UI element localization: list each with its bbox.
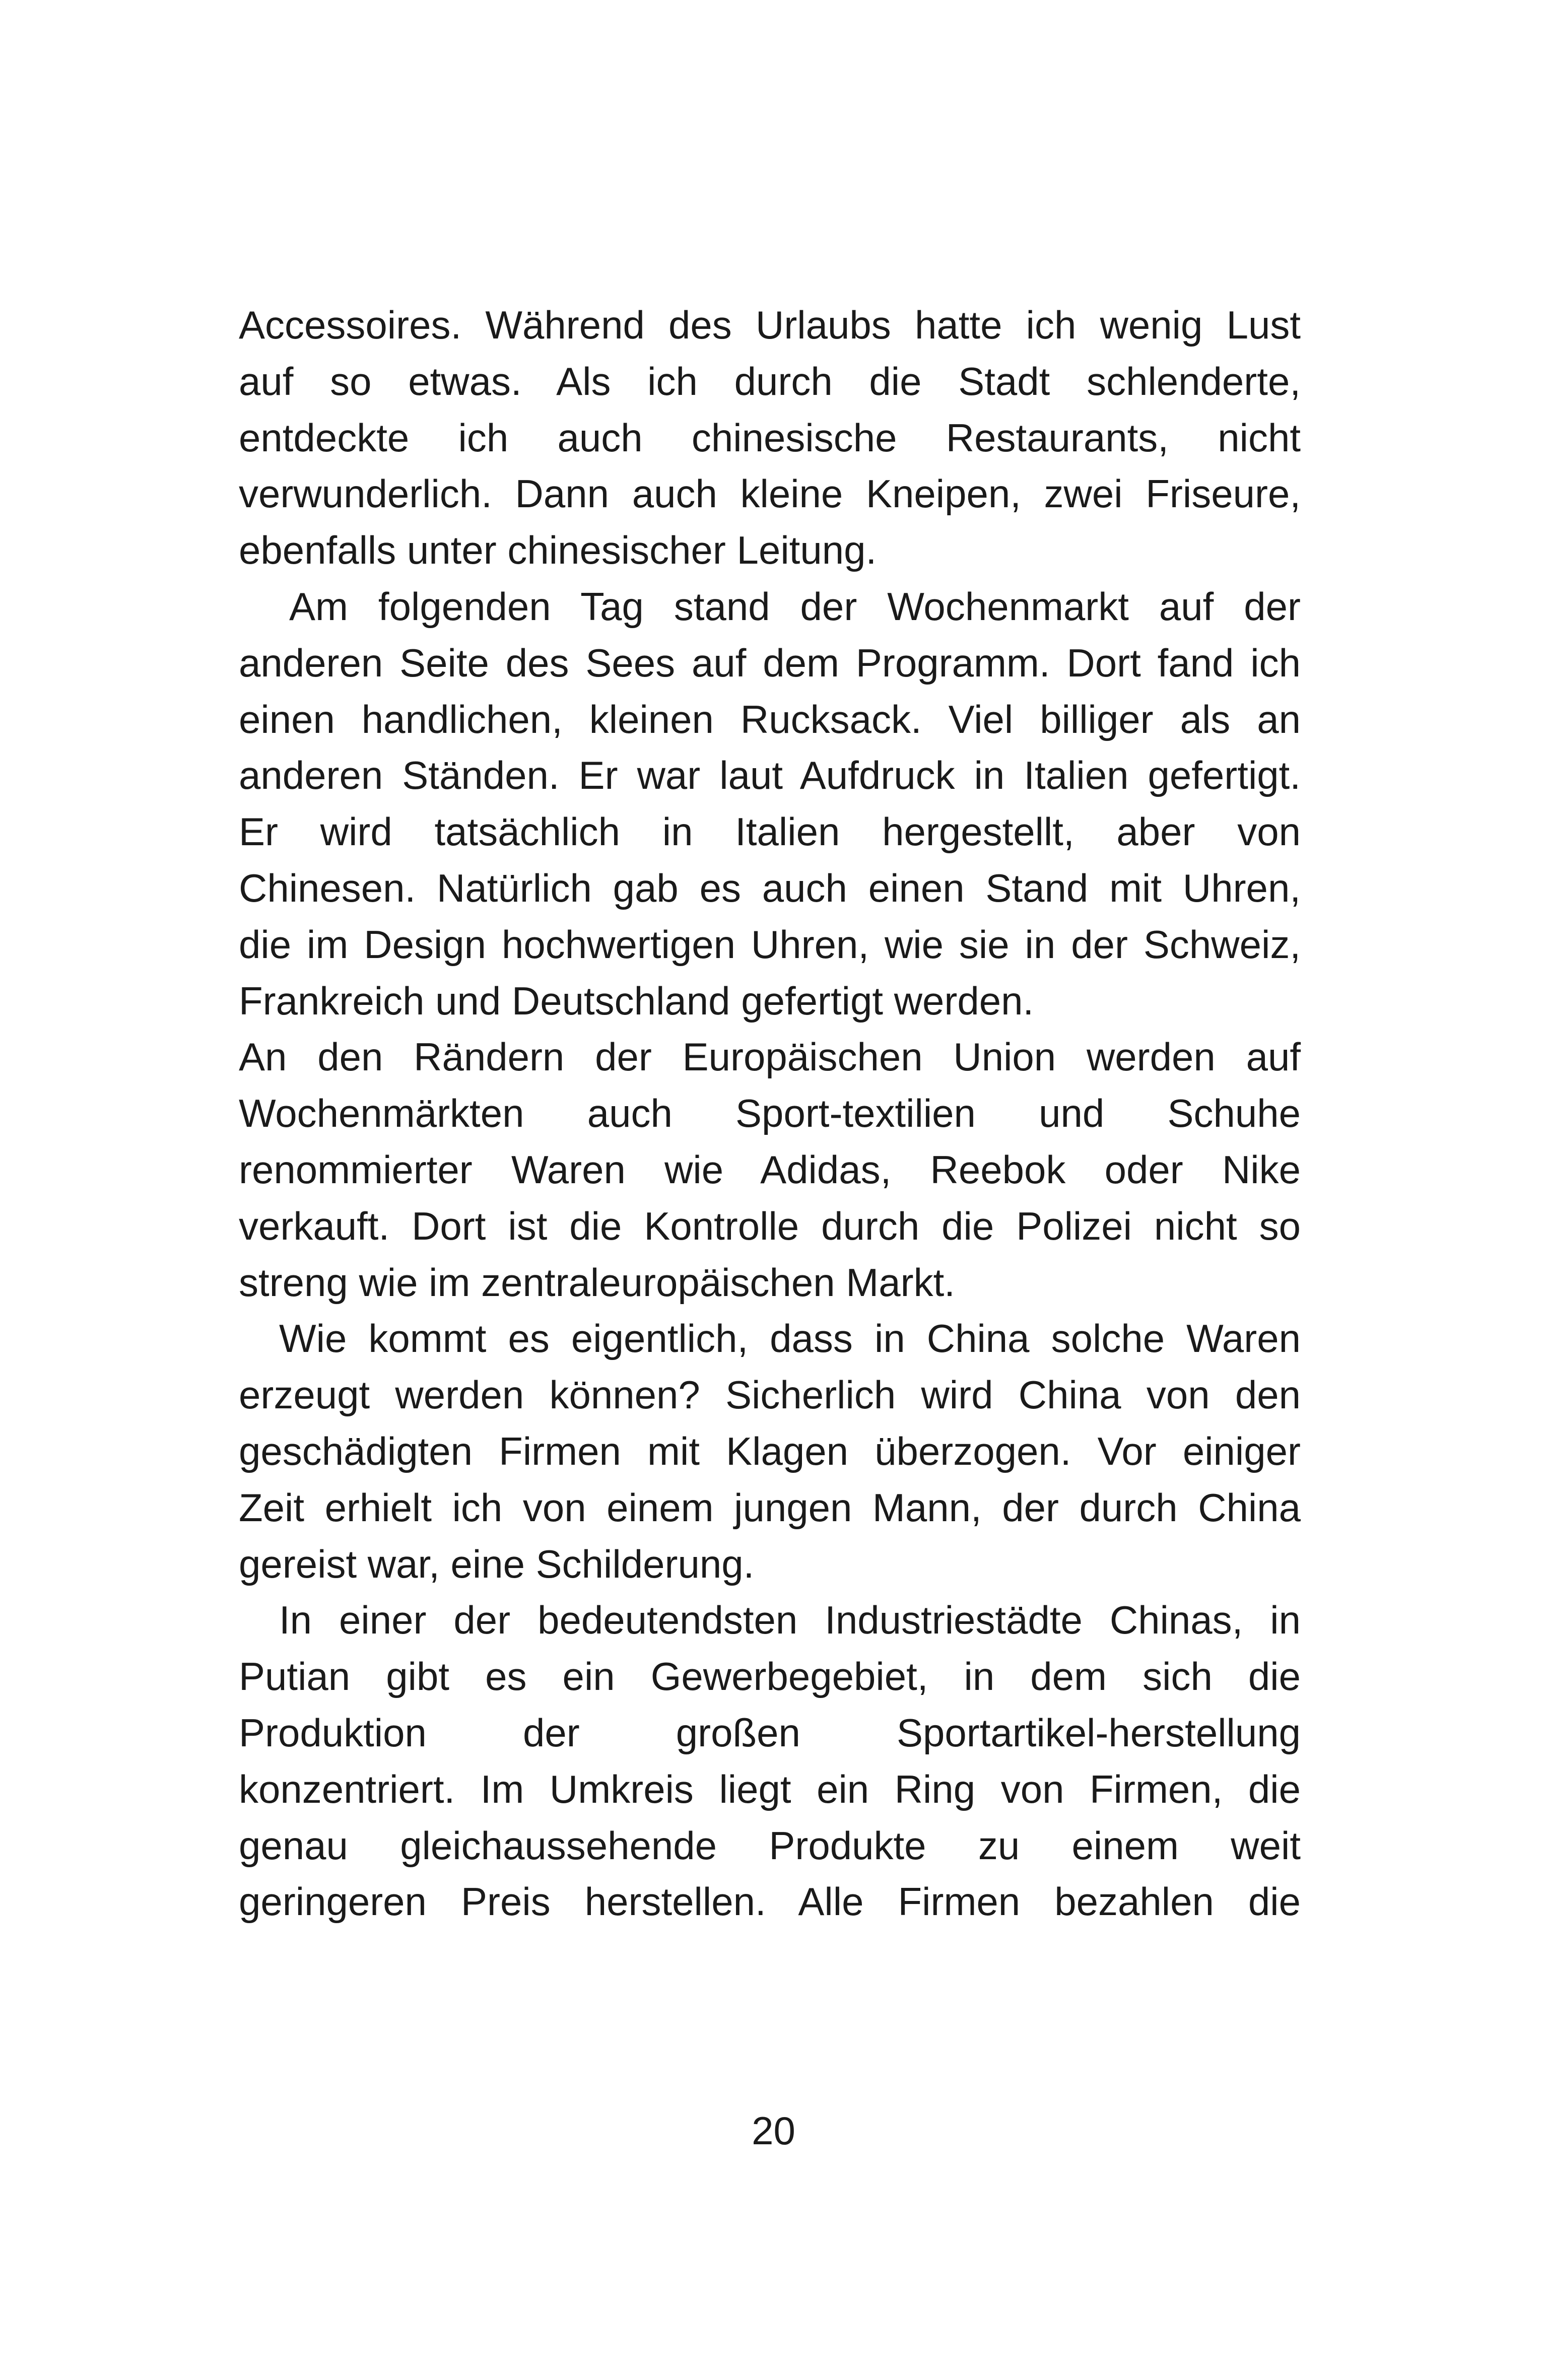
text-line: Am folgenden Tag stand der Wochenmarkt auf der <box>289 584 1301 629</box>
text-line: An den Rändern der Europäischen Union werden auf <box>239 1035 1301 1079</box>
text-line: entdeckte ich auch chinesische Restaurants, nicht <box>239 415 1301 460</box>
text-line: Er wird tatsächlich in Italien hergestellt, aber von <box>239 809 1301 854</box>
body-text <box>239 297 1301 1930</box>
text-line: renommierter Waren wie Adidas, Reebok oder Nike <box>239 1147 1301 1192</box>
text-line: Wochenmärkten auch Sport-textilien und Schuhe <box>239 1091 1301 1136</box>
text-line: Zeit erhielt ich von einem jungen Mann, der durch China <box>239 1485 1301 1530</box>
text-line: Wie kommt es eigentlich, dass in China solche Waren <box>279 1316 1301 1361</box>
text-line: anderen Ständen. Er war laut Aufdruck in Italien gefertigt. <box>239 753 1301 798</box>
text-line: genau gleichaussehende Produkte zu einem weit <box>239 1823 1301 1868</box>
text-line: Putian gibt es ein Gewerbegebiet, in dem sich die <box>239 1654 1301 1699</box>
text-line: geschädigten Firmen mit Klagen überzogen. Vor einiger <box>239 1429 1301 1473</box>
text-line: konzentriert. Im Umkreis liegt ein Ring von Firmen, die <box>239 1766 1301 1811</box>
text-line: erzeugt werden können? Sicherlich wird China von den <box>239 1373 1301 1417</box>
page-number: 20 <box>752 2109 795 2153</box>
text-line: anderen Seite des Sees auf dem Programm. Dort fand ich <box>239 640 1301 685</box>
text-line: gereist war, eine Schilderung. <box>239 1541 755 1586</box>
text-line: Chinesen. Natürlich gab es auch einen Stand mit Uhren, <box>239 865 1301 910</box>
text-line: die im Design hochwertigen Uhren, wie sie in der Schweiz, <box>239 922 1301 967</box>
text-line: In einer der bedeutendsten Industriestädte Chinas, in <box>279 1598 1301 1643</box>
text-line: Frankreich und Deutschland gefertigt werden. <box>239 978 1034 1023</box>
text-line: verwunderlich. Dann auch kleine Kneipen, zwei Friseure, <box>239 471 1301 516</box>
text-line: Produktion der großen Sportartikel-herstellung <box>239 1710 1301 1755</box>
text-line: auf so etwas. Als ich durch die Stadt schlenderte, <box>239 359 1301 403</box>
text-line: Accessoires. Während des Urlaubs hatte ich wenig Lust <box>239 303 1301 347</box>
text-line: streng wie im zentraleuropäischen Markt. <box>239 1260 955 1305</box>
text-line: einen handlichen, kleinen Rucksack. Viel billiger als an <box>239 697 1301 741</box>
text-line: geringeren Preis herstellen. Alle Firmen bezahlen die <box>239 1879 1301 1924</box>
text-line: ebenfalls unter chinesischer Leitung. <box>239 528 877 573</box>
text-line: verkauft. Dort ist die Kontrolle durch die Polizei nicht so <box>239 1203 1301 1248</box>
